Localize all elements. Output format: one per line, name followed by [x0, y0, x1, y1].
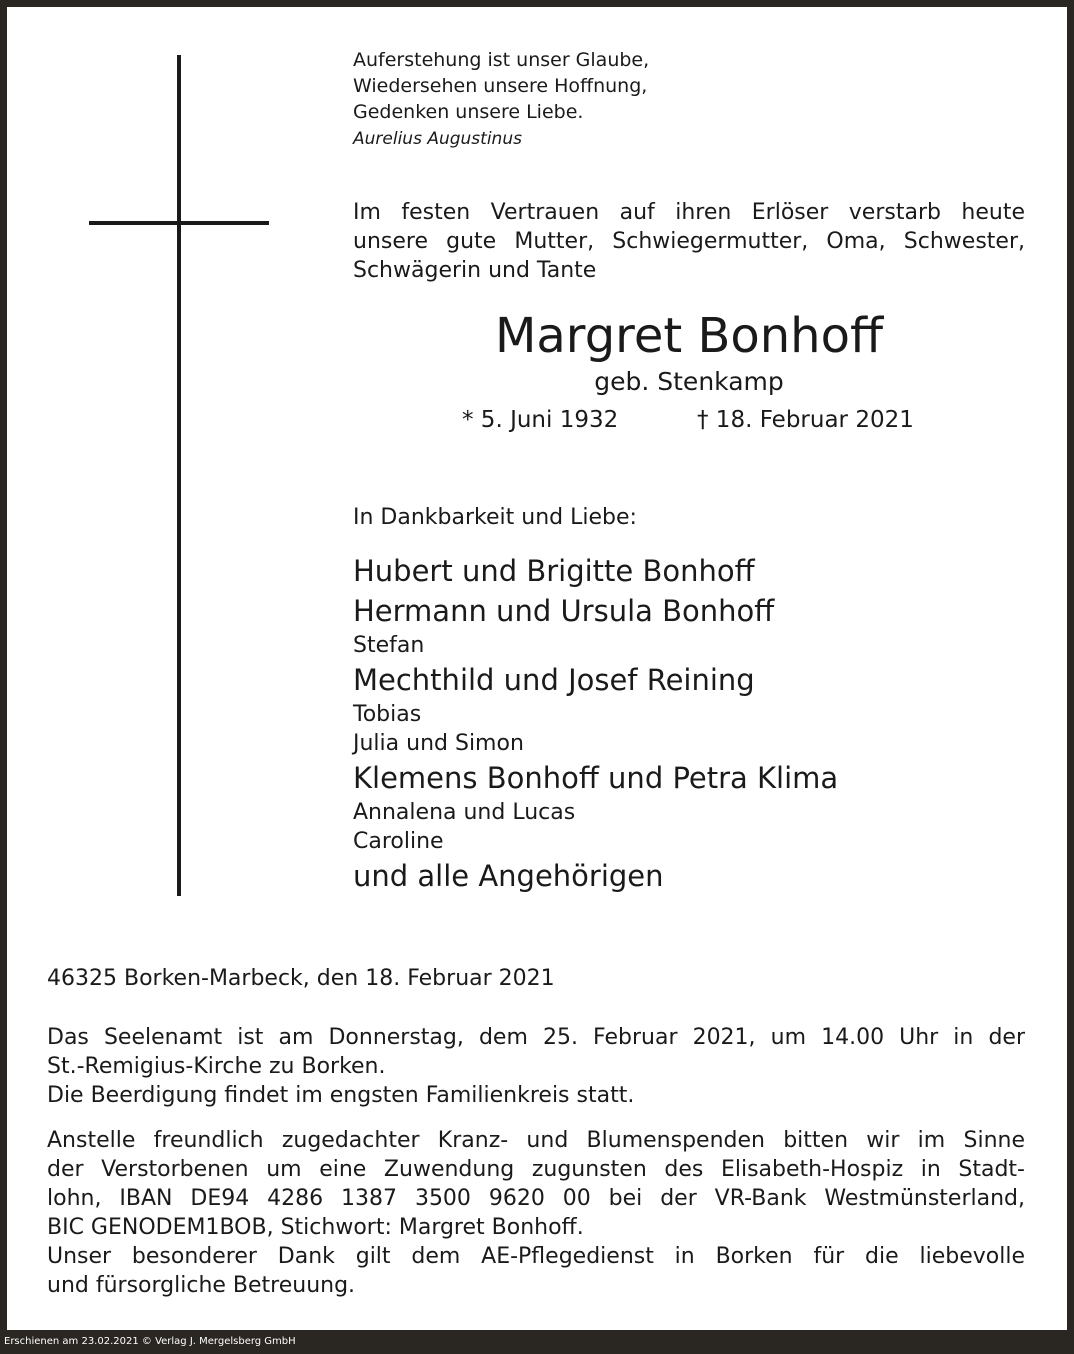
- quote-line: Wiedersehen unsere Hoffnung,: [353, 75, 648, 97]
- service-paragraph: [47, 1023, 1025, 1110]
- intro-text: [353, 198, 1025, 285]
- donation-paragraph: [47, 1126, 1025, 1242]
- intro-line: Schwägerin und Tante: [353, 258, 597, 283]
- paragraph-line: Die Beerdigung findet im engsten Familienkreis statt.: [47, 1083, 635, 1108]
- family-sub-member: Tobias: [353, 702, 422, 727]
- publication-footer: Erschienen am 23.02.2021 © Verlag J. Mergelsberg GmbH: [4, 1336, 296, 1347]
- birth-name: geb. Stenkamp: [594, 367, 784, 396]
- quote-line: Gedenken unsere Liebe.: [353, 101, 584, 123]
- family-sub-member: Julia und Simon: [353, 731, 524, 756]
- cross-horizontal-bar: [89, 221, 269, 225]
- quote-author: Aurelius Augustinus: [353, 129, 522, 149]
- thanks-label: In Dankbarkeit und Liebe:: [353, 505, 637, 530]
- family-member: Hubert und Brigitte Bonhoff: [353, 554, 755, 588]
- family-member: Mechthild und Josef Reining: [353, 663, 755, 697]
- quote: [353, 47, 649, 125]
- gratitude-paragraph: [47, 1242, 1025, 1300]
- deceased-name: Margret Bonhoff: [494, 308, 884, 364]
- paragraph-line: Anstelle freundlich zugedachter Kranz- und Blumenspenden bitten wir im Sinne: [47, 1128, 1025, 1153]
- paragraph-line: Unser besonderer Dank gilt dem AE-Pflegedienst in Borken für die liebevolle: [47, 1244, 1025, 1269]
- intro-line: unsere gute Mutter, Schwiegermutter, Oma, Schwester,: [353, 229, 1025, 254]
- cross-vertical-bar: [177, 55, 181, 896]
- quote-line: Auferstehung ist unser Glaube,: [353, 49, 650, 71]
- family-member: und alle Angehörigen: [353, 859, 664, 893]
- family-list: [353, 551, 838, 896]
- death-date: † 18. Februar 2021: [697, 407, 914, 433]
- intro-line: Im festen Vertrauen auf ihren Erlöser verstarb heute: [353, 200, 1025, 225]
- family-member: Hermann und Ursula Bonhoff: [353, 594, 775, 628]
- family-sub-member: Stefan: [353, 633, 425, 658]
- birth-date: * 5. Juni 1932: [462, 407, 619, 433]
- family-member: Klemens Bonhoff und Petra Klima: [353, 761, 839, 795]
- paragraph-line: BIC GENODEM1BOB, Stichwort: Margret Bonhoff.: [47, 1215, 584, 1240]
- obituary-page: [7, 7, 1067, 1330]
- place-date: 46325 Borken-Marbeck, den 18. Februar 2021: [47, 966, 555, 991]
- paragraph-line: lohn, IBAN DE94 4286 1387 3500 9620 00 bei der VR-Bank Westmünsterland,: [47, 1186, 1025, 1211]
- paragraph-line: Das Seelenamt ist am Donnerstag, dem 25. Februar 2021, um 14.00 Uhr in der: [47, 1025, 1025, 1050]
- family-sub-member: Caroline: [353, 829, 444, 854]
- family-sub-member: Annalena und Lucas: [353, 800, 576, 825]
- paragraph-line: St.-Remigius-Kirche zu Borken.: [47, 1054, 386, 1079]
- paragraph-line: der Verstorbenen um eine Zuwendung zugunsten des Elisabeth-Hospiz in Stadt-: [47, 1157, 1025, 1182]
- paragraph-line: und fürsorgliche Betreuung.: [47, 1273, 356, 1298]
